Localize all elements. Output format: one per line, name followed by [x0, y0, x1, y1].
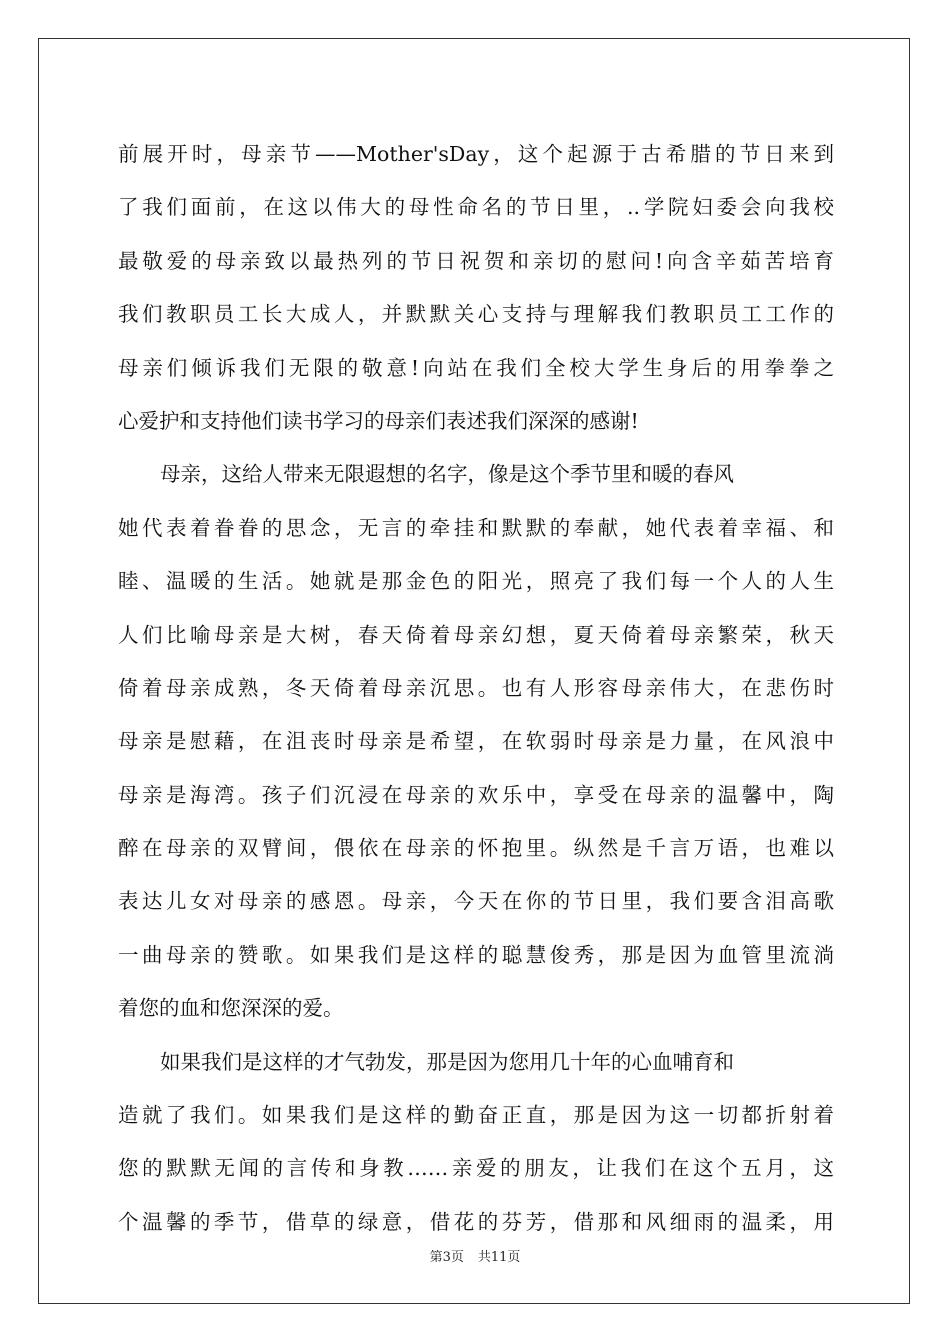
text-line: 了我们面前，在这以伟大的母性命名的节日里，..学院妇委会向我校	[118, 195, 834, 220]
text-line: 母亲是海湾。孩子们沉浸在母亲的欢乐中，享受在母亲的温馨中，陶	[118, 782, 834, 807]
text-line: 醉在母亲的双臂间，偎依在母亲的怀抱里。纵然是千言万语，也难以	[118, 836, 834, 861]
text-line: 您的默默无闻的言传和身教……亲爱的朋友，让我们在这个五月，这	[118, 1156, 834, 1181]
text-line: 人们比喻母亲是大树，春天倚着母亲幻想，夏天倚着母亲繁荣，秋天	[118, 622, 834, 647]
text-line: 造就了我们。如果我们是这样的勤奋正直，那是因为这一切都折射着	[118, 1103, 834, 1128]
text-line: 我们教职员工长大成人，并默默关心支持与理解我们教职员工工作的	[118, 302, 834, 327]
document-body	[118, 128, 834, 1249]
text-line: 前展开时，母亲节——Mother'sDay，这个起源于古希腊的节日来到	[118, 142, 834, 166]
page-total: 共11页	[477, 1250, 521, 1265]
text-line: 如果我们是这样的才气勃发，那是因为您用几十年的心血哺育和	[160, 1049, 734, 1074]
text-line: 个温馨的季节，借草的绿意，借花的芬芳，借那和风细雨的温柔，用	[118, 1209, 834, 1234]
page-number: 第3页	[429, 1250, 464, 1265]
text-line: 最敬爱的母亲致以最热列的节日祝贺和亲切的慰问!向含辛茹苦培育	[118, 248, 834, 273]
text-line: 她代表着眷眷的思念，无言的牵挂和默默的奉献，她代表着幸福、和	[118, 515, 834, 540]
text-line: 母亲是慰藉，在沮丧时母亲是希望，在软弱时母亲是力量，在风浪中	[118, 729, 834, 754]
text-line: 表达儿女对母亲的感恩。母亲，今天在你的节日里，我们要含泪高歌	[118, 889, 834, 914]
page-footer	[0, 1246, 950, 1265]
text-line: 睦、温暖的生活。她就是那金色的阳光，照亮了我们每一个人的人生	[118, 569, 834, 594]
text-line: 一曲母亲的赞歌。如果我们是这样的聪慧俊秀，那是因为血管里流淌	[118, 942, 834, 967]
text-line: 母亲，这给人带来无限遐想的名字，像是这个季节里和暖的春风	[160, 462, 734, 487]
text-line: 心爱护和支持他们读书学习的母亲们表述我们深深的感谢!	[118, 408, 639, 433]
text-line: 倚着母亲成熟，冬天倚着母亲沉思。也有人形容母亲伟大，在悲伤时	[118, 675, 834, 700]
text-line: 着您的血和您深深的爱。	[118, 996, 344, 1021]
text-line: 母亲们倾诉我们无限的敬意!向站在我们全校大学生身后的用拳拳之	[118, 355, 834, 380]
